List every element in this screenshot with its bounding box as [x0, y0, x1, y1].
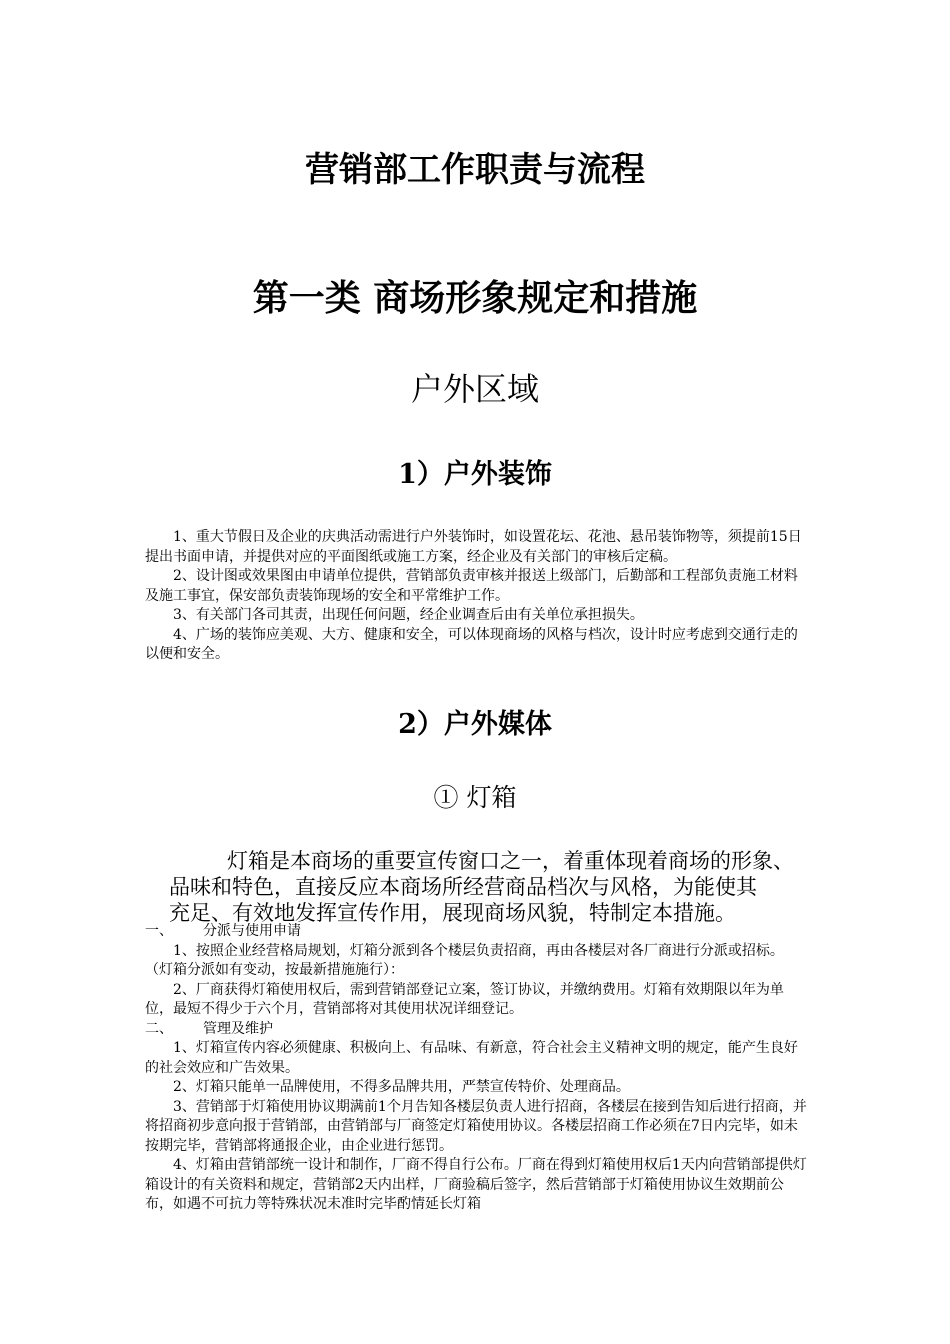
part1-paragraph: 2、厂商获得灯箱使用权后，需到营销部登记立案，签订协议，并缴纳费用。灯箱有效期限以年为单位，最短不得少于六个月，营销部将对其使用状况详细登记。	[145, 981, 784, 1017]
category-title: 第一类 商场形象规定和措施	[252, 277, 698, 319]
part2-paragraph: 4、灯箱由营销部统一设计和制作，厂商不得自行公布。厂商在得到灯箱使用权后1天内向营销部提供灯箱设计的有关资料和规定，营销部2天内出样，厂商验稿后签字，然后营销部于灯箱使用协议生效期前公布，如遇不可抗力等特殊状况未准时完毕酌情延长灯箱	[145, 1157, 807, 1212]
section2-title: 2）户外媒体	[398, 709, 552, 740]
area-title: 户外区域	[410, 370, 539, 408]
part2-number: 二、	[145, 1020, 173, 1037]
section1-body	[145, 528, 810, 665]
part2-title: 管理及维护	[203, 1020, 273, 1037]
part1-paragraph: 1、按照企业经营格局规划，灯箱分派到各个楼层负责招商，再由各楼层对各厂商进行分派或招标。	[173, 942, 784, 959]
section1-paragraph: 1、重大节假日及企业的庆典活动需进行户外装饰时，如设置花坛、花池、悬吊装饰物等，须提前15日提出书面申请，并提供对应的平面图纸或施工方案，经企业及有关部门的审核后定稿。	[145, 529, 802, 565]
part2-paragraph: 1、灯箱宣传内容必须健康、积极向上、有品味、有新意，符合社会主义精神文明的规定，能产生良好的社会效应和广告效果。	[145, 1040, 798, 1076]
part2-paragraph: 2、灯箱只能单一品牌使用，不得多品牌共用，严禁宣传特价、处理商品。	[173, 1079, 630, 1095]
part1-number: 一、	[145, 923, 173, 939]
document-title: 营销部工作职责与流程	[305, 150, 645, 190]
part1-title: 分派与使用申请	[203, 923, 301, 939]
lightbox-lead	[145, 848, 835, 926]
section1-title: 1）户外装饰	[398, 459, 552, 490]
section1-paragraph: 4、广场的装饰应美观、大方、健康和安全，可以体现商场的风格与档次，设计时应考虑到交通行走的以便和安全。	[145, 626, 798, 662]
part1-note: （灯箱分派如有变动，按最新措施施行）：	[145, 962, 404, 978]
section1-paragraph: 3、有关部门各司其责，出现任何问题，经企业调查后由有关单位承担损失。	[173, 607, 644, 623]
part2-paragraph: 3、营销部于灯箱使用协议期满前1个月告知各楼层负责人进行招商，各楼层在接到告知后进行招商，并将招商初步意向报于营销部，由营销部与厂商签定灯箱使用协议。各楼层招商工作必须在7日内完毕，如未按期完毕，营销部将通报企业，由企业进行惩罚。	[145, 1098, 807, 1154]
part1-heading	[145, 922, 810, 942]
part2-heading	[145, 1020, 810, 1040]
lead-line: 充足、有效地发挥宣传作用，展现商场风貌，特制定本措施。	[169, 901, 736, 925]
section1-paragraph: 2、设计图或效果图由申请单位提供，营销部负责审核并报送上级部门，后勤部和工程部负责施工材料及施工事宜，保安部负责装饰现场的安全和平常维护工作。	[145, 568, 798, 604]
lead-line: 品味和特色，直接反应本商场所经营商品档次与风格，为能使其	[169, 875, 757, 899]
lead-line: 灯箱是本商场的重要宣传窗口之一，着重体现着商场的形象、	[227, 849, 794, 873]
lightbox-subsection-title: ① 灯箱	[433, 783, 517, 812]
section2-body	[145, 922, 810, 1215]
